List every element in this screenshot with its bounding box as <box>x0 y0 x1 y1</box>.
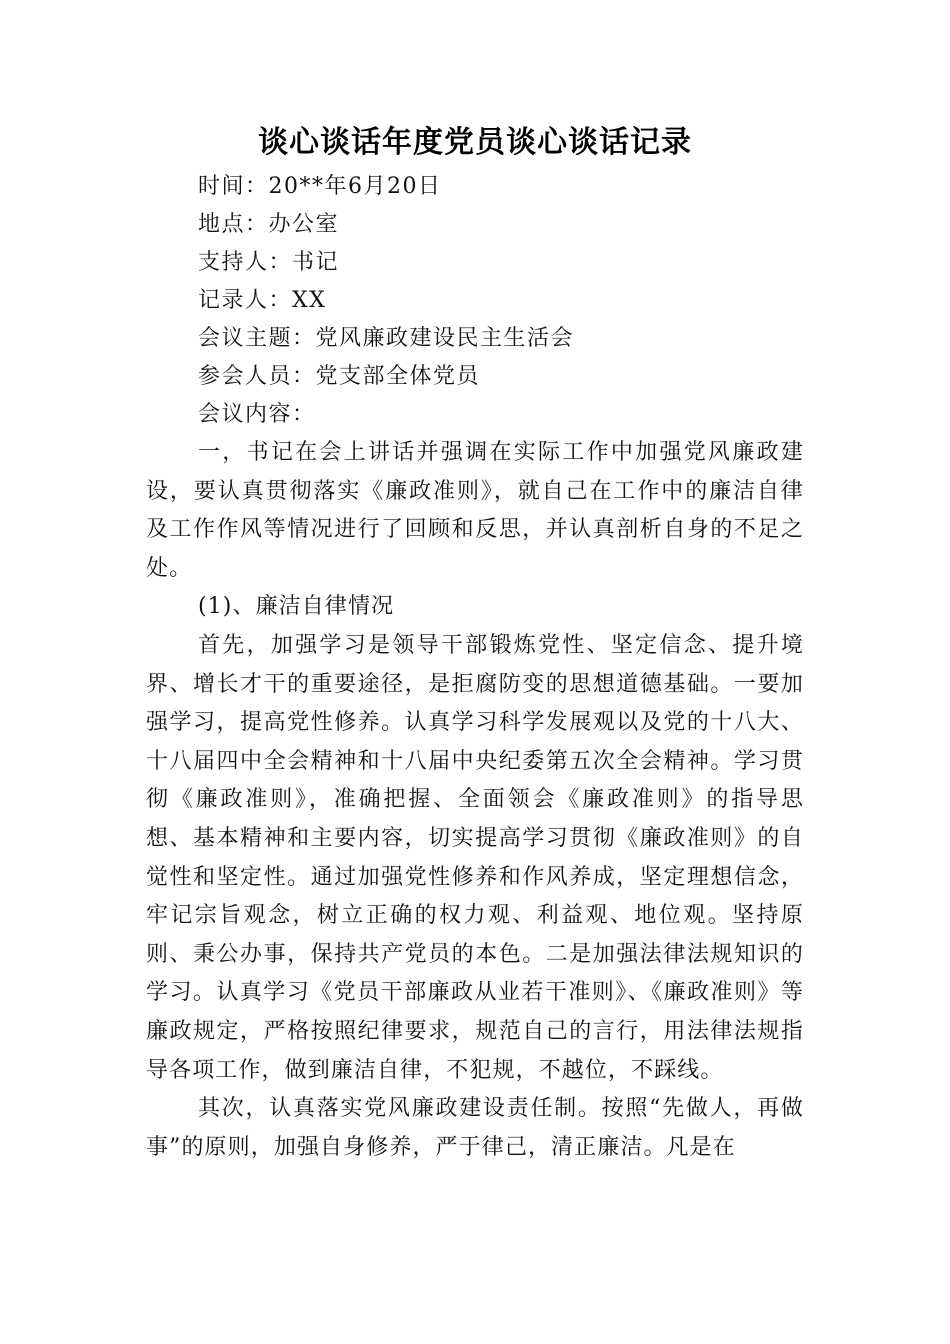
meeting-time: 时间：20**年6月20日 <box>198 174 442 199</box>
body-paragraph-1: 一，书记在会上讲话并强调在实际工作中加强党风廉政建设，要认真贯彻落实《廉政准则》，就自己在工作中的廉洁自律及工作作风等情况进行了回顾和反思，并认真剖析自身的不足之处。 <box>146 440 804 581</box>
body-paragraph-3: 其次，认真落实党风廉政建设责任制。按照“先做人，再做事”的原则，加强自身修养，严于律己，清正廉洁。凡是在 <box>146 1096 804 1160</box>
body-paragraph-2: 首先，加强学习是领导干部锻炼党性、坚定信念、提升境界、增长才干的重要途径，是拒腐防变的思想道德基础。一要加强学习，提高党性修养。认真学习科学发展观以及党的十八大、十八届四中全会精神和十八届中央纪委第五次全会精神。学习贯彻《廉政准则》，准确把握、全面领会《廉政准则》的指导思想、基本精神和主要内容，切实提高学习贯彻《廉政准则》的自觉性和坚定性。通过加强党性修养和作风养成，坚定理想信念，牢记宗旨观念，树立正确的权力观、利益观、地位观。坚持原则、秉公办事，保持共产党员的本色。二是加强法律法规知识的学习。认真学习《党员干部廉政从业若干准则》、《廉政准则》等廉政规定，严格按照纪律要求，规范自己的言行，用法律法规指导各项工作，做到廉洁自律，不犯规，不越位，不踩线。 <box>146 632 804 1083</box>
section-heading: (1)、廉洁自律情况 <box>198 594 395 620</box>
document-title: 谈心谈话年度党员谈心谈话记录 <box>258 125 692 160</box>
meeting-recorder: 记录人：XX <box>198 288 327 313</box>
meeting-attendees: 参会人员：党支部全体党员 <box>198 364 481 389</box>
document-body <box>146 434 804 1167</box>
meeting-place: 地点：办公室 <box>198 212 340 237</box>
meeting-info <box>146 168 804 434</box>
meeting-topic: 会议主题：党风廉政建设民主生活会 <box>198 326 575 351</box>
meeting-host: 支持人：书记 <box>198 250 340 275</box>
meeting-content-label: 会议内容： <box>198 402 316 427</box>
